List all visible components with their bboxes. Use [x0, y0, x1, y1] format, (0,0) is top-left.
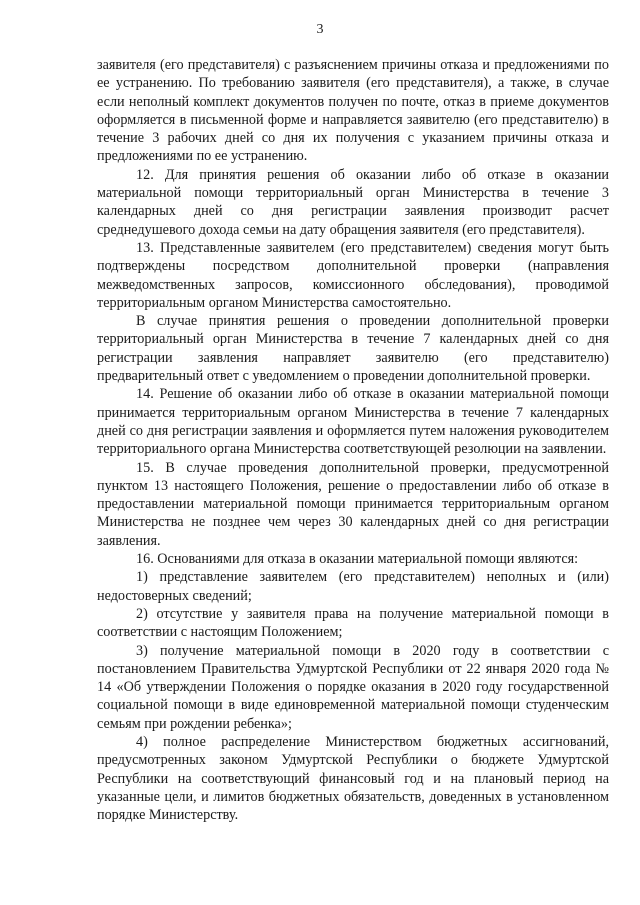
- paragraph-16: 16. Основаниями для отказа в оказании материальной помощи являются:: [136, 551, 579, 568]
- paragraph-15: 15. В случае проведения дополнительной проверки, предусмотренной пунктом 13 настоящего Положения, решение о предоставлении либо об отказе в предоставлении материальной помощи принимается территориальным органом Министерства не позднее чем через 30 календарных дней со дня регистрации заявления.: [97, 459, 609, 549]
- paragraph-13-additional-check: В случае принятия решения о проведении дополнительной проверки территориальный орган Министерства в течение 7 календарных дней со дня регистрации заявления направляет заявителю (его представителю) предварительный ответ с уведомлением о проведении дополнительной проверки.: [97, 313, 609, 385]
- paragraph-12: 12. Для принятия решения об оказании либо об отказе в оказании материальной помощи территориальный орган Министерства в течение 3 календарных дней со дня регистрации заявления производит расчет среднедушевого дохода семьи на дату обращения заявителя (его представителя).: [97, 166, 609, 238]
- paragraph-13: 13. Представленные заявителем (его представителем) сведения могут быть подтверждены посредством дополнительной проверки (направления межведомственных запросов, комиссионного обследования), проводимой территориальным органом Министерства самостоятельно.: [97, 239, 609, 311]
- list-item-3: 3) получение материальной помощи в 2020 году в соответствии с постановлением Правительства Удмуртской Республики от 22 января 2020 года № 14 «Об утверждении Положения о порядке оказания в 2020 году государственной социальной помощи в виде единовременной материальной помощи студенческим семьям при рождении ребенка»;: [97, 642, 609, 732]
- list-item-4: 4) полное распределение Министерством бюджетных ассигнований, предусмотренных законом Удмуртской Республики о бюджете Удмуртской Республики на соответствующий финансовый год и на плановый период на указанные цели, и лимитов бюджетных обязательств, доведенных в установленном порядке Министерству.: [97, 733, 609, 824]
- page-number: 3: [316, 22, 324, 37]
- list-item-1: 1) представление заявителем (его представителем) неполных и (или) недостоверных сведений;: [97, 569, 609, 604]
- paragraph-14: 14. Решение об оказании либо об отказе в оказании материальной помощи принимается территориальным органом Министерства в течение 7 календарных дней со дня регистрации заявления и оформляется путем наложения руководителем территориального органа Министерства соответствующей резолюции на заявлении.: [97, 386, 609, 458]
- paragraph-continuation: заявителя (его представителя) с разъяснением причины отказа и предложениями по ее устранению. По требованию заявителя (его представителя), а также, в случае если неполный комплект документов получен по почте, отказ в приеме документов оформляется в письменной форме и направляется заявителю (его представителю) в течение 3 рабочих дней со дня их получения с указанием причины отказа и предложениями по ее устранению.: [97, 57, 609, 165]
- list-item-2: 2) отсутствие у заявителя права на получение материальной помощи в соответствии с настоящим Положением;: [97, 605, 609, 641]
- document-body: [97, 56, 609, 824]
